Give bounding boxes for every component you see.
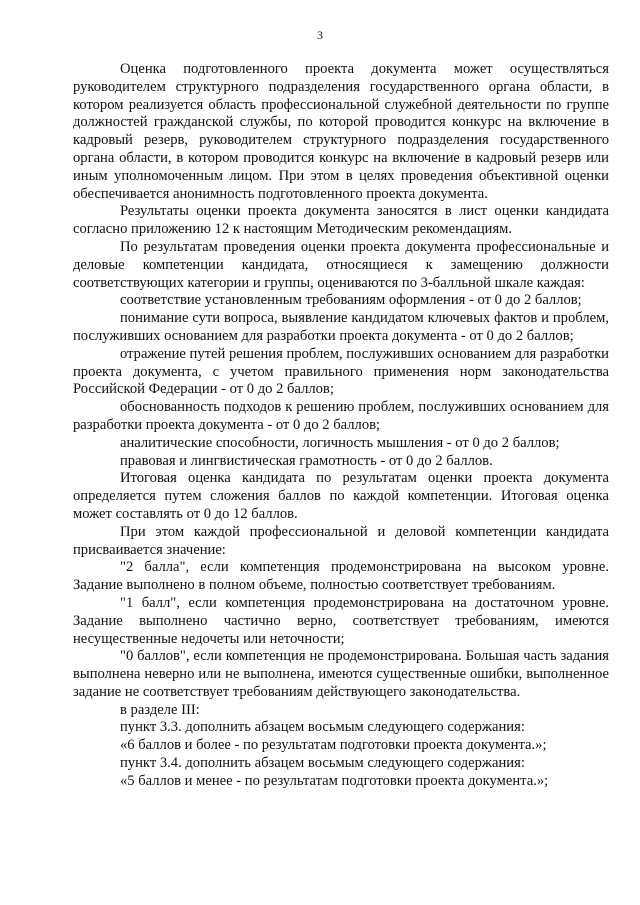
item-3-4-text: «5 баллов и менее - по результатам подготовки проекта документа.»; bbox=[120, 772, 549, 789]
item-3-3-instruction: пункт 3.3. дополнить абзацем восьмым следующего содержания: bbox=[120, 719, 525, 736]
paragraph-total-score: Итоговая оценка кандидата по результатам оценки проекта документа определяется путем сложения баллов по каждой компетенции. Итоговая оценка может составлять от 0 до 12 баллов. bbox=[73, 470, 609, 522]
page-number: 3 bbox=[317, 28, 323, 42]
paragraph-competence-scale: По результатам проведения оценки проекта документа профессиональные и деловые компетенции кандидата, относящиеся к замещению должности соответствующих категории и группы, оцениваются по 3-балльной шкале каждая: bbox=[73, 238, 609, 291]
section-iii-heading: в разделе III: bbox=[120, 701, 200, 718]
score-one-point: "1 балл", если компетенция продемонстрирована на достаточном уровне. Задание выполнено частично верно, соответствует требованиям, имеются несущественные недочеты или неточности; bbox=[73, 594, 609, 647]
score-zero-points: "0 баллов", если компетенция не продемонстрирована. Большая часть задания выполнена неверно или не выполнена, имеются существенные ошибки, выполненное задание не соответствует требованиям действующего законодательства. bbox=[73, 648, 609, 700]
score-two-points: "2 балла", если компетенция продемонстрирована на высоком уровне. Задание выполнено в полном объеме, полностью соответствует требованиям. bbox=[73, 559, 609, 594]
paragraph-value-assignment: При этом каждой профессиональной и деловой компетенции кандидата присваивается значение: bbox=[73, 523, 609, 558]
item-3-4-instruction: пункт 3.4. дополнить абзацем восьмым следующего содержания: bbox=[120, 755, 525, 772]
criterion-formatting: соответствие установленным требованиям оформления - от 0 до 2 баллов; bbox=[120, 292, 582, 309]
criterion-justification: обоснованность подходов к решению проблем, послуживших основанием для разработки проекта документа - от 0 до 2 баллов; bbox=[73, 399, 609, 433]
document-body bbox=[73, 61, 609, 791]
paragraph-evaluation-by-head: Оценка подготовленного проекта документа может осуществляться руководителем структурного подразделения государственного органа области, в котором реализуется область профессиональной служебной деятельности по группе должностей гражданской службы, по которой проводится конкурс на включение в кадровый резерв, руководителем структурного подразделения государственного органа области, в котором проводится конкурс на включение в кадровый резерв или иным уполномоченным лицом. При этом в целях проведения объективной оценки обеспечивается анонимность подготовленного проекта документа. bbox=[73, 61, 609, 202]
paragraph-results-sheet: Результаты оценки проекта документа заносятся в лист оценки кандидата согласно приложению 12 к настоящим Методическим рекомендациям. bbox=[73, 203, 609, 238]
criterion-solutions: отражение путей решения проблем, послуживших основанием для разработки проекта документа, с учетом правильного применения норм законодательства Российской Федерации - от 0 до 2 баллов; bbox=[73, 345, 609, 398]
criterion-literacy: правовая и лингвистическая грамотность - от 0 до 2 баллов. bbox=[120, 452, 493, 469]
criterion-analytical: аналитические способности, логичность мышления - от 0 до 2 баллов; bbox=[120, 434, 560, 451]
item-3-3-text: «6 баллов и более - по результатам подготовки проекта документа.»; bbox=[120, 737, 547, 754]
criterion-understanding: понимание сути вопроса, выявление кандидатом ключевых фактов и проблем, послуживших основанием для разработки проекта документа - от 0 до 2 баллов; bbox=[73, 310, 609, 344]
